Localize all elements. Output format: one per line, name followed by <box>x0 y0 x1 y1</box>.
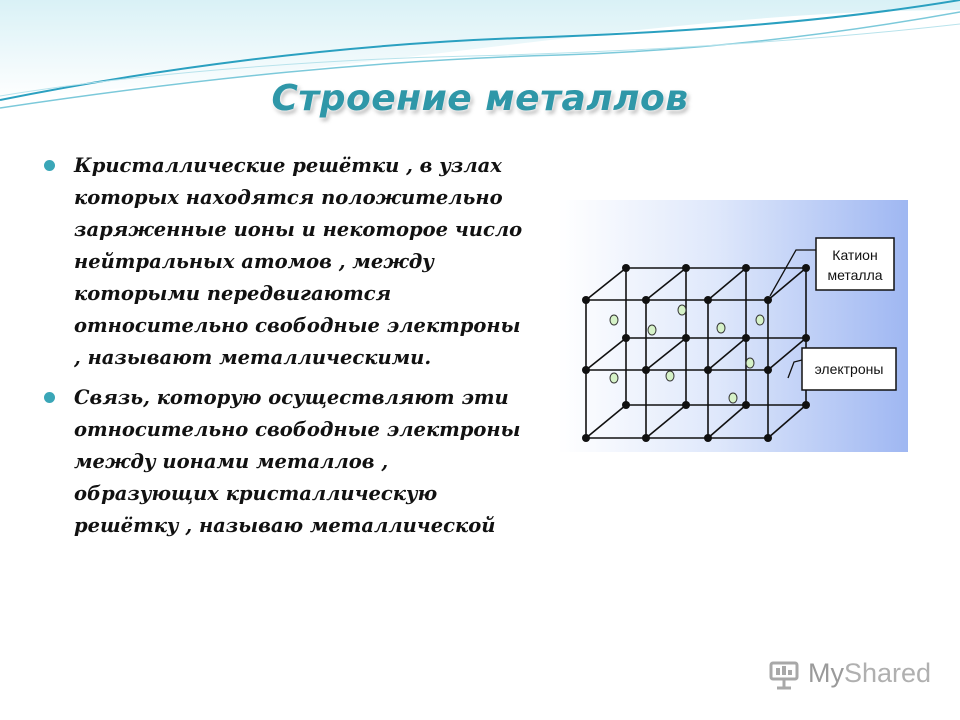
electron-dots <box>610 305 764 403</box>
bullet-dot-icon <box>44 160 55 171</box>
cation-label-line2: металла <box>827 267 883 283</box>
crystal-lattice-diagram <box>558 200 908 452</box>
lattice-lines <box>586 268 806 438</box>
bullet-list <box>44 150 529 550</box>
logo-text-suffix: Shared <box>844 658 932 688</box>
bullet-item <box>44 150 529 374</box>
bullet-dot-icon <box>44 392 55 403</box>
slide-title: Строение металлов <box>271 78 689 119</box>
presentation-board-icon <box>768 660 802 690</box>
bullet-text: Кристаллические решётки , в узлах которых находятся положительно заряженные ионы и некоторое число нейтральных атомов , между которыми передвигаются относительно свободные электроны , называют металлическими. <box>74 154 523 369</box>
bullet-item <box>44 382 529 542</box>
header-wave-decoration <box>0 0 960 140</box>
cation-label-line1: Катион <box>832 247 878 263</box>
electrons-label: электроны <box>814 361 884 377</box>
bullet-text: Связь, которую осуществляют эти относительно свободные электроны между ионами металлов , образующих кристаллическую решётку , называю металлической <box>74 386 521 537</box>
electrons-pointer <box>788 360 802 378</box>
logo-text-prefix: My <box>808 658 844 688</box>
lattice-svg <box>558 200 908 452</box>
cation-nodes <box>582 264 810 442</box>
cation-pointer <box>770 250 816 296</box>
